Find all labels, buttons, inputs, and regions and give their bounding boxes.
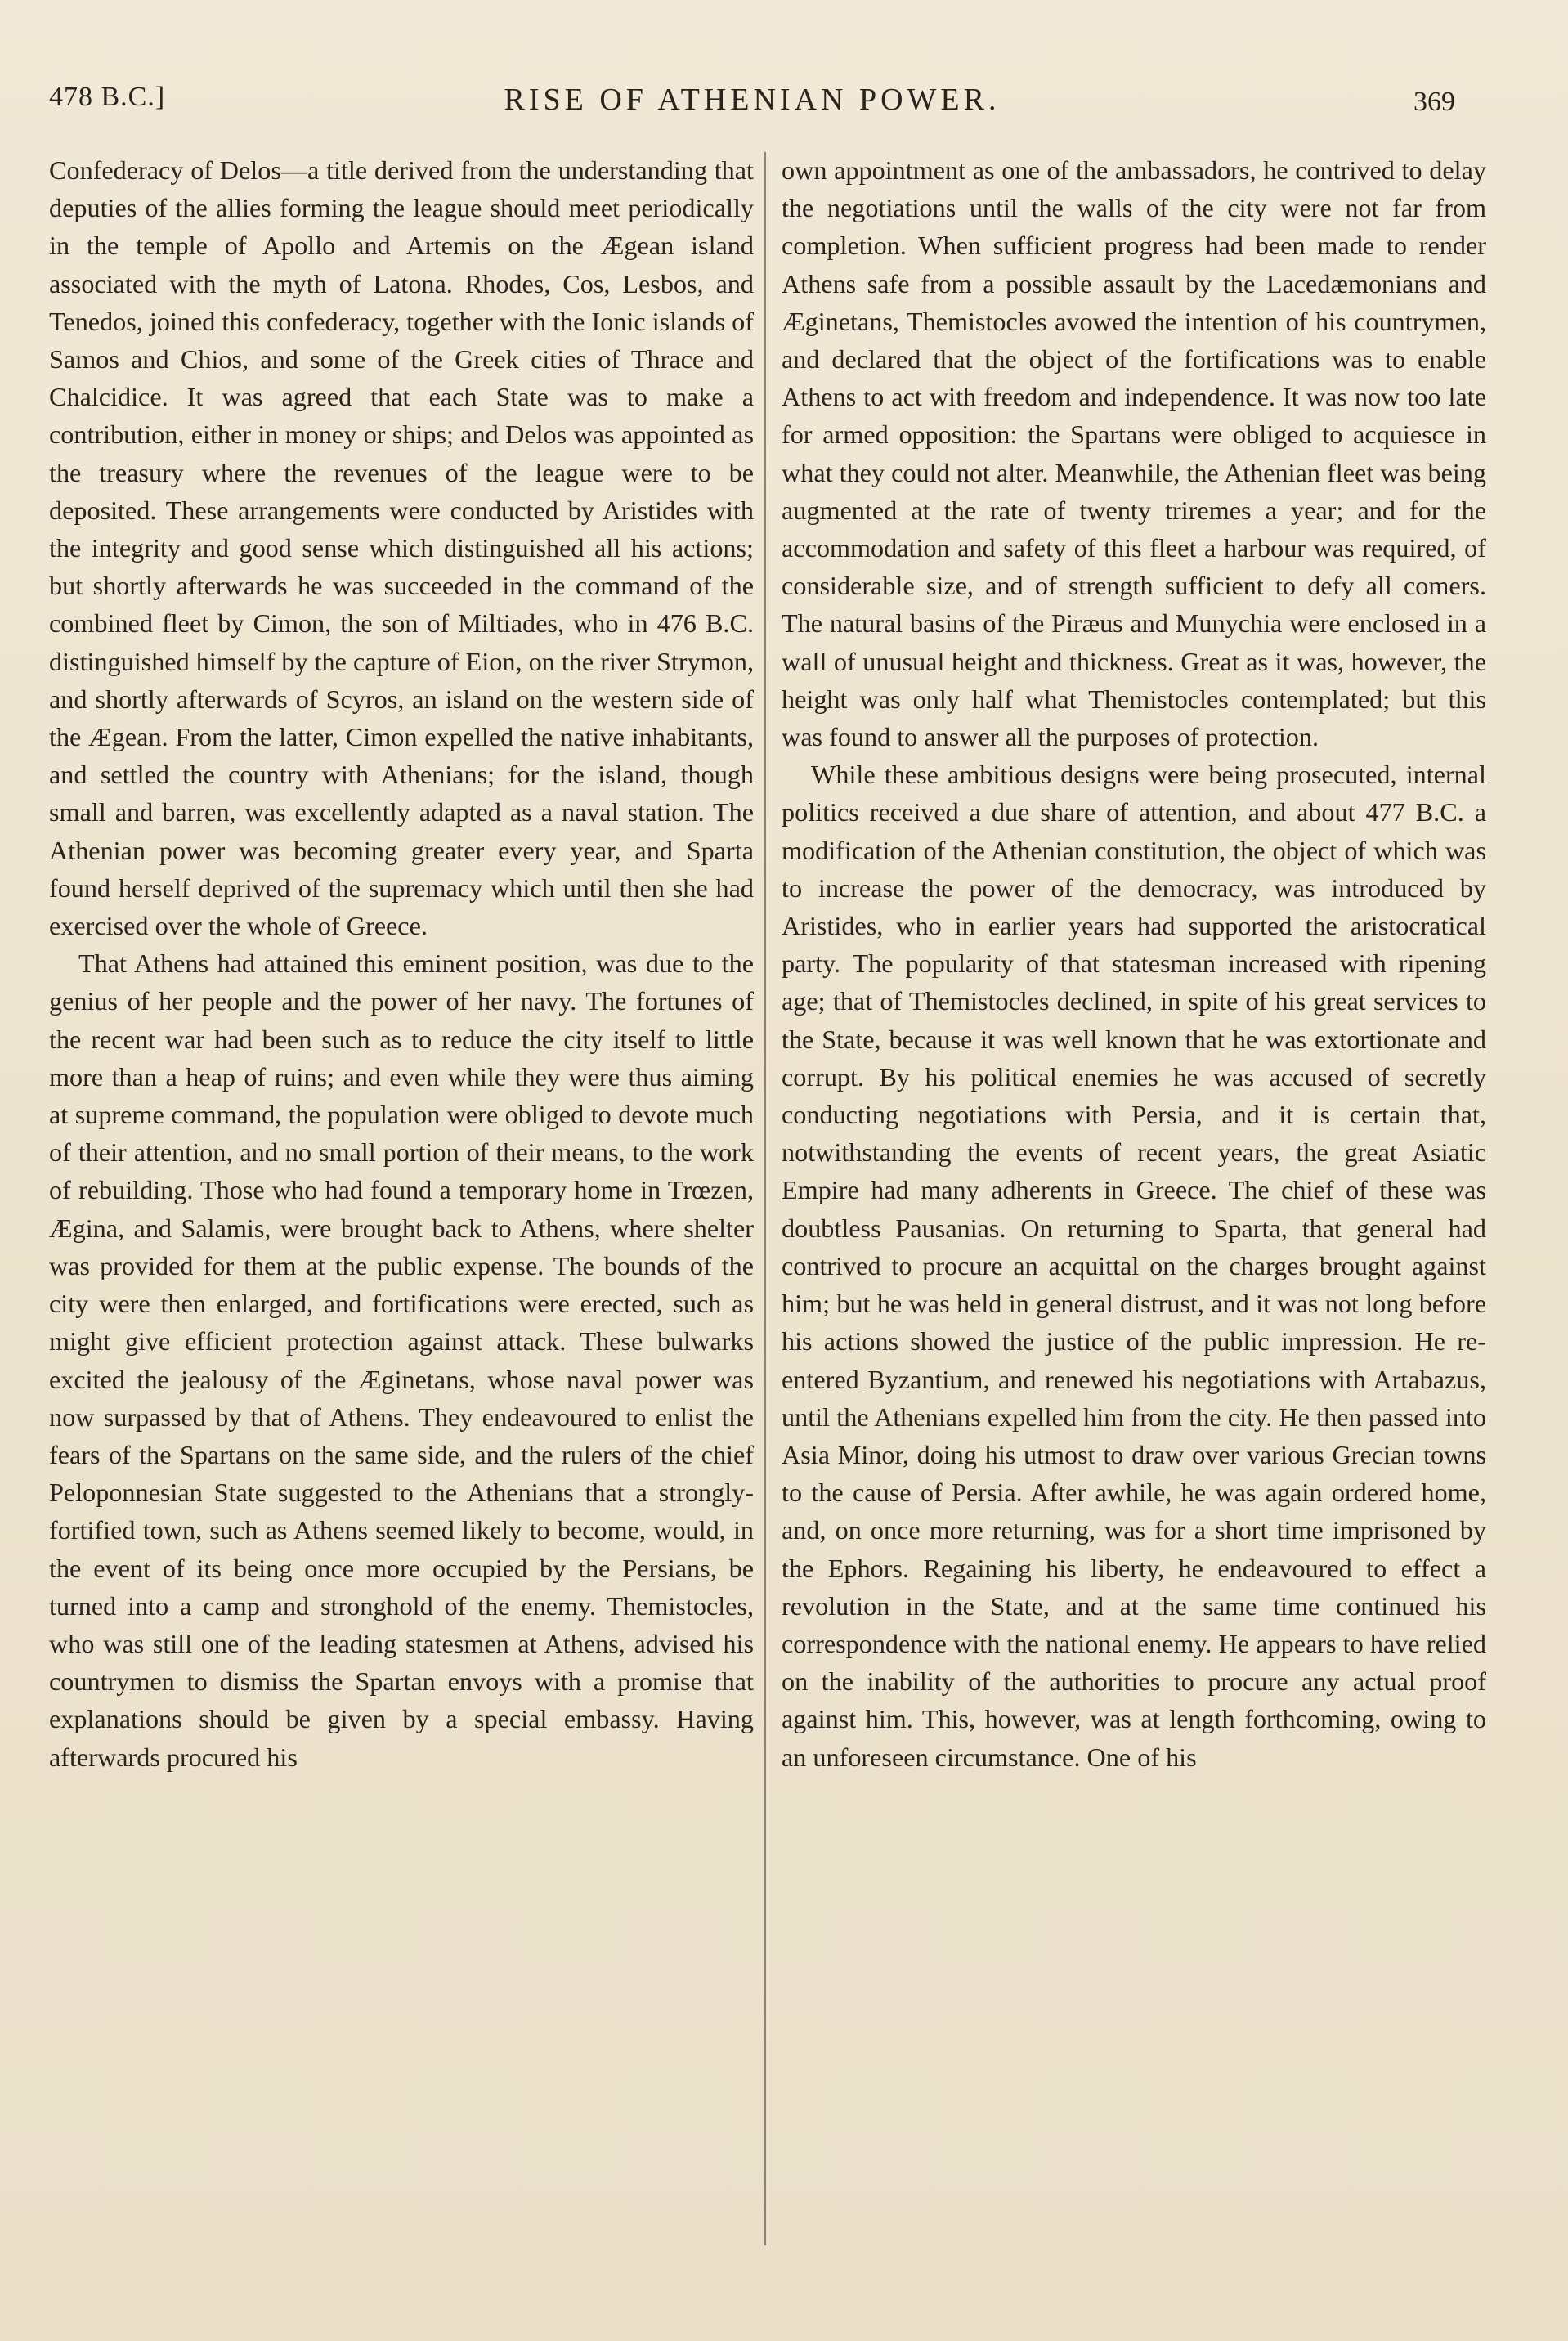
paragraph: own appointment as one of the ambassadors, he contrived to delay the negotiations until the walls of the city were not far from completion. When sufficient progress had been made to render Athens safe from a possible assault by the Lacedæmonians and Æginetans, Themistocles avowed the intention of his countrymen, and declared that the object of the fortifications was to enable Athens to act with freedom and independence. It was now too late for armed opposition: the Spartans were obliged to acquiesce in what they could not alter. Meanwhile, the Athenian fleet was being augmented at the rate of twenty triremes a year; and for the accommodation and safety of this fleet a harbour was required, of considerable size, and of strength sufficient to defy all comers. The natural basins of the Piræus and Munychia were enclosed in a wall of unusual height and thickness. Great as it was, however, the height was only half what Themistocles contemplated; but this was found to answer all the purposes of protection. <box>782 155 1486 752</box>
right-column <box>782 151 1486 1776</box>
column-divider <box>764 152 766 2245</box>
paragraph: While these ambitious designs were being prosecuted, internal politics received a due share of attention, and about 477 B.C. a modification of the Athenian constitution, the object of which was to increase the power of the democracy, was introduced by Aristides, who in earlier years had supported the aristocratical party. The popularity of that statesman increased with ripening age; that of Themistocles declined, in spite of his great services to the State, because it was well known that he was extortionate and corrupt. By his political enemies he was accused of secretly conducting negotiations with Persia, and it is certain that, notwithstanding the events of recent years, the great Asiatic Empire had many adherents in Greece. The chief of these was doubtless Pausanias. On returning to Sparta, that general had contrived to procure an acquittal on the charges brought against him; but he was held in general distrust, and it was not long before his actions showed the justice of the public impression. He re-entered Byzantium, and renewed his negotiations with Artabazus, until the Athenians expelled him from the city. He then passed into Asia Minor, doing his utmost to draw over various Grecian towns to the cause of Persia. After awhile, he was again ordered home, and, on once more returning, was for a short time imprisoned by the Ephors. Regaining his liberty, he endeavoured to effect a revolution in the State, and at the same time continued his correspondence with the national enemy. He appears to have relied on the inability of the authorities to procure any actual proof against him. This, however, was at length forthcoming, owing to an unforeseen circumstance. One of his <box>782 760 1486 1772</box>
paragraph: Confederacy of Delos—a title derived from the understanding that deputies of the allies forming the league should meet periodically in the temple of Apollo and Artemis on the Ægean island associated with the myth of Latona. Rhodes, Cos, Lesbos, and Tenedos, joined this confederacy, together with the Ionic islands of Samos and Chios, and some of the Greek cities of Thrace and Chalcidice. It was agreed that each State was to make a contribution, either in money or ships; and Delos was appointed as the treasury where the revenues of the league were to be deposited. These arrangements were conducted by Aristides with the integrity and good sense which distinguished all his actions; but shortly afterwards he was succeeded in the command of the combined fleet by Cimon, the son of Miltiades, who in 476 B.C. distinguished himself by the capture of Eion, on the river Strymon, and shortly afterwards of Scyros, an island on the western side of the Ægean. From the latter, Cimon expelled the native inhabitants, and settled the country with Athenians; for the island, though small and barren, was excellently adapted as a naval station. The Athenian power was becoming greater every year, and Sparta found herself deprived of the supremacy which until then she had exercised over the whole of Greece. <box>49 155 754 941</box>
left-column <box>49 151 754 1776</box>
running-head <box>49 82 1455 123</box>
paragraph: That Athens had attained this eminent position, was due to the genius of her people and the power of her navy. The fortunes of the recent war had been such as to reduce the city itself to little more than a heap of ruins; and even while they were thus aiming at supreme command, the population were obliged to devote much of their attention, and no small portion of their means, to the work of rebuilding. Those who had found a temporary home in Trœzen, Ægina, and Salamis, were brought back to Athens, where shelter was provided for them at the public expense. The bounds of the city were then enlarged, and fortifications were erected, such as might give efficient protection against attack. These bulwarks excited the jealousy of the Æginetans, whose naval power was now surpassed by that of Athens. They endeavoured to enlist the fears of the Spartans on the same side, and the rulers of the chief Peloponnesian State suggested to the Athenians that a strongly-fortified town, such as Athens seemed likely to become, would, in the event of its being once more occupied by the Persians, be turned into a camp and stronghold of the enemy. Themistocles, who was still one of the leading statesmen at Athens, advised his countrymen to dismiss the Spartan envoys with a promise that explanations should be given by a special embassy. Having afterwards procured his <box>49 949 754 1772</box>
date-marker: 478 B.C.] <box>49 82 166 112</box>
page-number: 369 <box>1413 87 1455 117</box>
chapter-title: RISE OF ATHENIAN POWER. <box>504 83 1001 117</box>
